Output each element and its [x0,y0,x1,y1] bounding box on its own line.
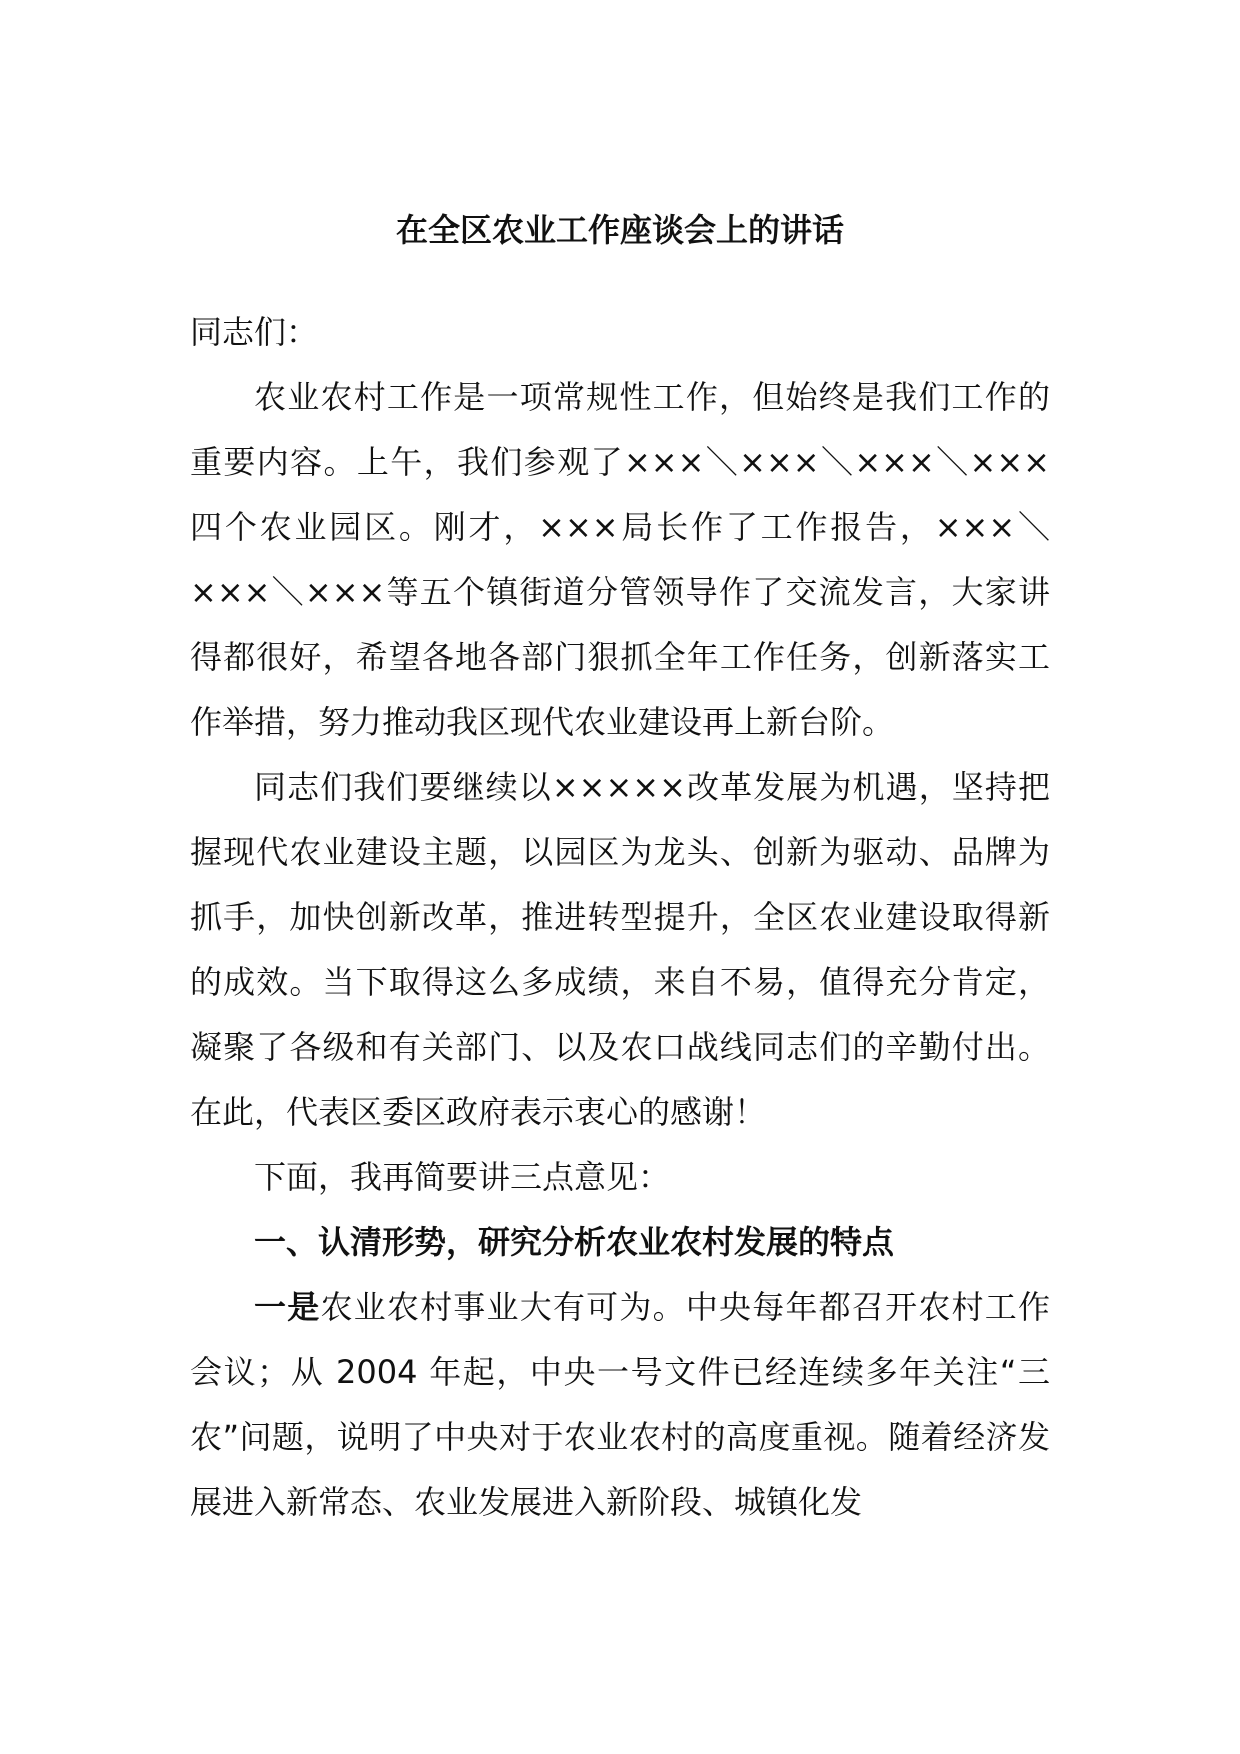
point-one-paragraph [190,1275,1050,1535]
document-title: 在全区农业工作座谈会上的讲话 [395,211,844,249]
point-one-lead: 一是 [254,1288,321,1326]
document-body [190,300,1050,1535]
section-heading: 一、认清形势，研究分析农业农村发展的特点 [254,1223,895,1261]
point-one-text: 农业农村事业大有可为。中央每年都召开农村工作会议；从 2004 年起，中央一号文件已经连续多年关注“三农”问题，说明了中央对于农业农村的高度重视。随着经济发展进入新常态、农业发展进入新阶段、城镇化发 [190,1288,1050,1521]
salutation: 同志们： [190,313,319,351]
paragraph-1: 农业农村工作是一项常规性工作，但始终是我们工作的重要内容。上午，我们参观了×××＼×××＼×××＼×××四个农业园区。刚才，×××局长作了工作报告，×××＼×××＼×××等五个镇街道分管领导作了交流发言，大家讲得都很好，希望各地各部门狠抓全年工作任务，创新落实工作举措，努力推动我区现代农业建设再上新台阶。 [190,378,1050,741]
paragraph-3: 下面，我再简要讲三点意见： [254,1158,671,1196]
paragraph-2: 同志们我们要继续以×××××改革发展为机遇，坚持把握现代农业建设主题，以园区为龙头、创新为驱动、品牌为抓手，加快创新改革，推进转型提升，全区农业建设取得新的成效。当下取得这么多成绩，来自不易，值得充分肯定，凝聚了各级和有关部门、以及农口战线同志们的辛勤付出。在此，代表区委区政府表示衷心的感谢！ [190,768,1050,1131]
